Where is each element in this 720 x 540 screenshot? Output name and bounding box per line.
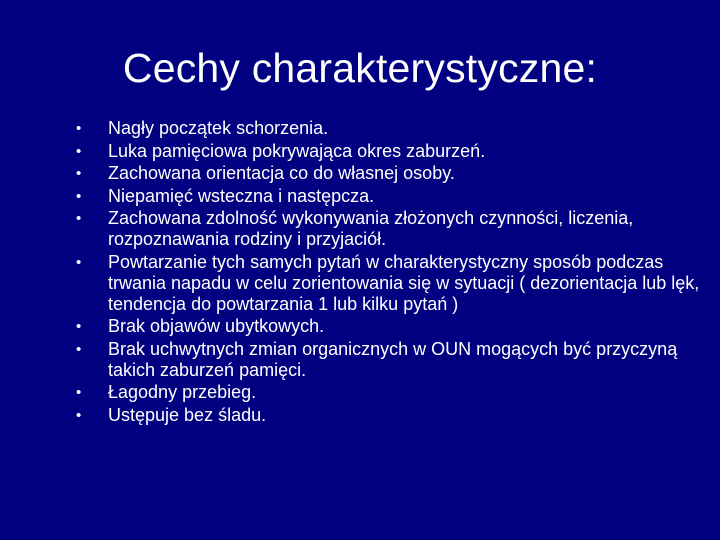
bullet-text: Zachowana zdolność wykonywania złożonych czynności, liczenia, rozpoznawania rodziny i przyjaciół. bbox=[108, 208, 634, 249]
bullet-list bbox=[76, 118, 700, 427]
bullet-icon: • bbox=[76, 406, 82, 424]
bullet-text: Luka pamięciowa pokrywająca okres zaburzeń. bbox=[108, 140, 486, 161]
list-item bbox=[76, 339, 700, 381]
bullet-text: Nagły początek schorzenia. bbox=[108, 118, 329, 138]
bullet-icon: • bbox=[76, 318, 82, 335]
list-item bbox=[76, 118, 700, 139]
bullet-icon: • bbox=[76, 187, 82, 205]
list-item bbox=[76, 186, 700, 207]
bullet-icon: • bbox=[76, 340, 82, 358]
list-item bbox=[76, 316, 700, 337]
bullet-text: Powtarzanie tych samych pytań w charakterystyczny sposób podczas trwania napadu w celu zorientowania się w sytuacji ( dezorientacja lub lęk, tendencja do powtarzania 1 lub kilku pytań ) bbox=[108, 251, 700, 314]
bullet-icon: • bbox=[76, 142, 82, 160]
bullet-icon: • bbox=[76, 210, 82, 227]
slide-title: Cechy charakterystyczne: bbox=[122, 45, 598, 91]
bullet-text: Ustępuje bez śladu. bbox=[108, 404, 267, 425]
list-item bbox=[76, 252, 700, 315]
bullet-text: Zachowana orientacja co do własnej osoby. bbox=[108, 163, 455, 183]
bullet-icon: • bbox=[76, 120, 82, 137]
list-item bbox=[76, 208, 700, 250]
bullet-text: Brak uchwytnych zmian organicznych w OUN mogących być przyczyną takich zaburzeń pamięci. bbox=[108, 338, 678, 380]
bullet-text: Niepamięć wsteczna i następcza. bbox=[108, 185, 375, 206]
list-item bbox=[76, 405, 700, 426]
list-item bbox=[76, 382, 700, 403]
list-item bbox=[76, 141, 700, 162]
bullet-icon: • bbox=[76, 384, 82, 401]
bullet-text: Łagodny przebieg. bbox=[108, 382, 257, 402]
bullet-icon: • bbox=[76, 253, 82, 271]
bullet-text: Brak objawów ubytkowych. bbox=[108, 316, 325, 336]
bullet-icon: • bbox=[76, 165, 82, 182]
list-item bbox=[76, 163, 700, 184]
